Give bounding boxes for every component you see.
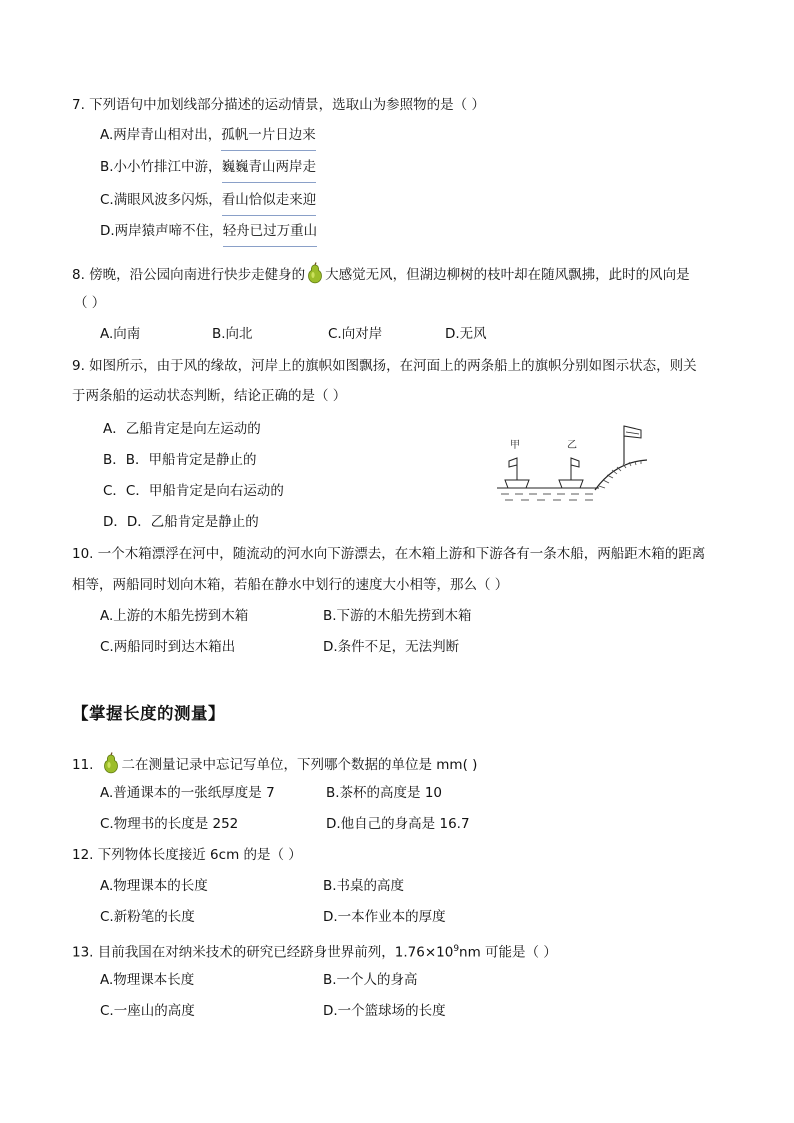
q9-option-c: C．C．甲船肯定是向右运动的 bbox=[103, 483, 284, 499]
q13-stem bbox=[72, 940, 557, 962]
q10-option-d: D.条件不足，无法判断 bbox=[323, 639, 460, 655]
q11-option-d: D.他自己的身高是 16.7 bbox=[326, 816, 470, 832]
q11-option-b: B.茶杯的高度是 10 bbox=[326, 785, 443, 801]
q12-option-d: D.一本作业本的厚度 bbox=[323, 909, 446, 925]
q7-option-d-underlined: 轻舟已过万重山 bbox=[223, 222, 318, 247]
q9-figure-label-left: 甲 bbox=[510, 440, 520, 451]
q8-option-c: C.向对岸 bbox=[328, 326, 383, 342]
q11-stem bbox=[72, 752, 477, 774]
q7-option-b-underlined: 巍巍青山两岸走 bbox=[222, 158, 317, 183]
q13-stem-post: nm 可能是（ ） bbox=[459, 944, 557, 961]
q13-option-c: C.一座山的高度 bbox=[100, 1003, 195, 1019]
q7-option-b-text: B.小小竹排江中游， bbox=[100, 159, 222, 175]
q8-option-d: D.无风 bbox=[445, 326, 487, 342]
q13-exponent: 9 bbox=[453, 944, 460, 954]
q12-option-a: A.物理课本的长度 bbox=[100, 878, 208, 894]
q13-option-b: B.一个人的身高 bbox=[323, 972, 418, 988]
q10-option-a: A.上游的木船先捞到木箱 bbox=[100, 608, 249, 624]
q7-option-d-text: D.两岸猿声啼不住， bbox=[100, 223, 223, 239]
q7-option-a bbox=[100, 126, 316, 151]
q8-stem bbox=[72, 262, 690, 284]
q7-option-a-underlined: 孤帆一片日边来 bbox=[221, 126, 316, 151]
q9-option-d: D．D．乙船肯定是静止的 bbox=[103, 514, 259, 530]
q7-stem: 7. 下列语句中加划线部分描述的运动情景，选取山为参照物的是（ ） bbox=[72, 97, 485, 113]
q12-option-b: B.书桌的高度 bbox=[323, 878, 405, 894]
q9-boats-figure bbox=[495, 420, 655, 508]
q11-number: 11. bbox=[72, 757, 94, 773]
q10-stem-line2: 相等，两船同时划向木箱，若船在静水中划行的速度大小相等，那么（ ） bbox=[72, 577, 509, 593]
q11-option-a: A.普通课本的一张纸厚度是 7 bbox=[100, 785, 275, 801]
q11-option-c: C.物理书的长度是 252 bbox=[100, 816, 239, 832]
q9-option-a: A．乙船肯定是向左运动的 bbox=[103, 421, 261, 437]
q13-option-a: A.物理课本长度 bbox=[100, 972, 195, 988]
q8-option-a: A.向南 bbox=[100, 326, 141, 342]
q8-stem-blank: （ ） bbox=[74, 295, 106, 311]
q8-option-b: B.向北 bbox=[212, 326, 253, 342]
pear-icon bbox=[306, 262, 324, 284]
q9-stem-line2: 于两条船的运动状态判断，结论正确的是（ ） bbox=[72, 388, 347, 404]
q9-option-b: B．B．甲船肯定是静止的 bbox=[103, 452, 257, 468]
pear-icon bbox=[102, 752, 120, 774]
q9-figure-label-right: 乙 bbox=[567, 440, 577, 451]
q7-option-c-text: C.满眼风波多闪烁， bbox=[100, 192, 222, 208]
q10-option-b: B.下游的木船先捞到木箱 bbox=[323, 608, 472, 624]
q8-stem-part1: 8. 傍晚，沿公园向南进行快步走健身的 bbox=[72, 267, 306, 283]
q10-stem-line1: 10. 一个木箱漂浮在河中，随流动的河水向下游漂去，在木箱上游和下游各有一条木船，两船距木箱的距离 bbox=[72, 546, 706, 562]
q9-stem-line1: 9. 如图所示，由于风的缘故，河岸上的旗帜如图飘扬，在河面上的两条船上的旗帜分别如图示状态，则关 bbox=[72, 358, 697, 374]
q10-option-c: C.两船同时到达木箱出 bbox=[100, 639, 236, 655]
q13-option-d: D.一个篮球场的长度 bbox=[323, 1003, 446, 1019]
q7-option-c bbox=[100, 191, 316, 216]
q13-stem-pre: 13. 目前我国在对纳米技术的研究已经跻身世界前列，1.76×10 bbox=[72, 944, 454, 961]
q7-option-b bbox=[100, 158, 316, 183]
q7-option-a-text: A.两岸青山相对出， bbox=[100, 127, 222, 143]
q8-stem-part2: 大感觉无风，但湖边柳树的枝叶却在随风飘拂，此时的风向是 bbox=[325, 267, 690, 283]
q12-stem: 12. 下列物体长度接近 6cm 的是（ ） bbox=[72, 847, 302, 863]
q12-option-c: C.新粉笔的长度 bbox=[100, 909, 195, 925]
q7-option-d bbox=[100, 222, 317, 247]
q7-option-c-underlined: 看山恰似走来迎 bbox=[222, 191, 317, 216]
section-heading: 【掌握长度的测量】 bbox=[72, 704, 225, 723]
q11-stem-text: 二在测量记录中忘记写单位，下列哪个数据的单位是 mm( ) bbox=[121, 757, 478, 773]
